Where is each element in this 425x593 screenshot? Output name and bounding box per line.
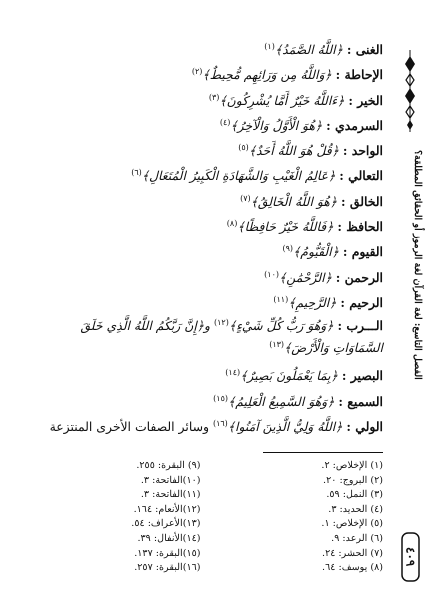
attribute-term: الحافظ : [337, 219, 383, 235]
footnote: (٤) الحديد: ٣. [328, 503, 383, 515]
verse-text: ﴿فَاللَّهُ خَيْرٌ حَافِظًا﴾ [237, 219, 334, 235]
running-head: الفصل التاسع: لغة القرآن لغة الرموز أو الحقائق المطلقة؟ [412, 150, 423, 380]
footnote-ref: (٢) [191, 67, 203, 77]
footnote-ref: (٥) [238, 143, 249, 153]
footnote-ref: (٧) [240, 193, 251, 203]
footnote-ref: (١١) [273, 294, 289, 304]
footnote: (١) الإخلاص: ٢. [321, 460, 383, 471]
attribute-term: الخير : [348, 92, 383, 108]
entry-line [33, 189, 383, 214]
verse-text: ﴿الرَّحْمَٰنِ﴾ [279, 269, 332, 285]
footnote: (١٢)الأنعام: ١٦٤. [133, 503, 201, 515]
attribute-term: الواحد : [342, 143, 383, 159]
entry-line [33, 113, 383, 138]
entry-line [33, 389, 383, 414]
footnote: (٨) يوسف: ٦٤. [322, 562, 383, 574]
footnote-ref: (٨) [226, 218, 238, 228]
footnote-ref: (٩) [282, 244, 294, 254]
footnote: (١٥)البقرة: ١٣٧. [134, 547, 201, 559]
entry-line [33, 37, 383, 62]
entry-line [33, 315, 383, 359]
verse-text: ﴿هُوَ اللَّهُ الْخَالِقُ﴾ [250, 193, 338, 209]
footnote-ref: (١٢) [213, 318, 229, 328]
footnote: (٦) الرعد: ٩. [331, 532, 383, 544]
attribute-term: الولي : [346, 418, 383, 434]
page-margin [395, 0, 425, 593]
verse-text: ﴿هُوَ الْأَوَّلُ وَالْآخِرُ﴾ [230, 117, 323, 133]
attribute-term: الغنى : [346, 42, 383, 57]
entry-line [33, 290, 383, 315]
footnote: (١١)الفاتحة: ٣. [140, 489, 201, 501]
main-text [33, 37, 383, 439]
footnotes [38, 459, 383, 576]
footnote: (١٦)البقرة: ٢٥٧. [134, 562, 201, 574]
page-number: ٤٠٩ [403, 547, 418, 567]
page-number-box [401, 532, 420, 582]
entry-line [33, 265, 383, 290]
entry-line [33, 138, 383, 163]
verse-text: ﴿اللَّهُ الصَّمَدُ﴾ [274, 42, 343, 57]
attribute-term: الخالق : [341, 193, 383, 209]
attribute-term: القيوم : [342, 244, 383, 260]
entry-line [33, 214, 383, 239]
footnote-ref: (٣) [208, 92, 220, 102]
footnote-ref: (٦) [131, 168, 142, 178]
verse-text: ﴿الرَّحِيمِ﴾ [288, 294, 337, 310]
attribute-term: الرحمن : [335, 269, 383, 285]
footnote: (٢) البروج: ٢٠. [323, 474, 383, 486]
footnote: (٩) البقرة: ٢٥٥. [136, 460, 201, 471]
verse-text: ﴿وَهُوَ رَبُّ كُلِّ شَيْءٍ﴾ [228, 318, 334, 334]
decorative-ornament-icon [401, 50, 419, 132]
entry-line [33, 88, 383, 113]
footnote: (٥) الإخلاص: ١. [321, 518, 383, 530]
attribute-term: السميع : [338, 393, 383, 409]
verse-text: ﴿وَهُوَ السَّمِيعُ الْعَلِيمُ﴾ [228, 393, 335, 409]
verse-text: ﴿الْقَيُّومُ﴾ [293, 244, 339, 260]
footnote-ref: (١٣) [269, 340, 285, 350]
footnote-ref: (١٦) [212, 418, 228, 428]
verse-text: ﴿بِمَا يَعْمَلُونَ بَصِيرٌ﴾ [240, 368, 338, 384]
footnote: (٣) النمل: ٥٩. [326, 489, 383, 501]
footnote: (١٣)الأعراف: ٥٤. [131, 518, 201, 530]
footnote: (١٤)الأنفال: ٣٩. [137, 532, 201, 544]
footnote: (١٠)الفاتحة: ٣. [140, 474, 201, 486]
entry-line [33, 239, 383, 264]
footnote-ref: (١) [264, 41, 275, 51]
footnote-separator [263, 452, 383, 453]
footnote-ref: (١٤) [225, 368, 241, 378]
verse-text: ﴿اللَّهُ وَلِيُّ الَّذِينَ آمَنُوا﴾ [227, 418, 343, 434]
footnote-ref: (٤) [219, 117, 231, 127]
footnote-ref: (١٠) [264, 269, 279, 279]
footnote: (٧) الحشر: ٢٤. [322, 547, 383, 559]
attribute-term: البصير : [341, 368, 383, 384]
attribute-term: السرمدي : [326, 117, 383, 133]
attribute-term: الـــرب : [337, 318, 383, 334]
attribute-term: الرحيم : [340, 294, 383, 310]
entry-line [33, 163, 383, 188]
attribute-term: التعالي : [339, 168, 383, 184]
verse-text: ﴿ءَاللَّهُ خَيْرٌ أَمَّا يُشْرِكُونَ﴾ [219, 92, 345, 108]
entry-line [33, 62, 383, 87]
footnote-ref: (١٥) [213, 393, 229, 403]
verse-text-continued: و﴿إِنَّ رَبَّكُمُ اللَّهُ الَّذِي خَلَقَ السَّمَاوَاتِ وَالْأَرْضَ﴾ [80, 318, 383, 356]
verse-text: ﴿قُلْ هُوَ اللَّهُ أَحَدٌ﴾ [248, 143, 339, 159]
entry-line [33, 363, 383, 388]
verse-text: ﴿وَاللَّهُ مِن وَرَائِهِم مُّحِيطٌ﴾ [202, 67, 332, 83]
body-text: وسائر الصفات الأخرى المنتزعة [49, 418, 209, 434]
verse-text: ﴿عَالِمُ الْغَيْبِ وَالشَّهَادَةِ الْكَبِيرُ الْمُتَعَالِ﴾ [141, 168, 336, 184]
entry-line [33, 414, 383, 439]
attribute-term: الإحاطة : [335, 67, 383, 83]
